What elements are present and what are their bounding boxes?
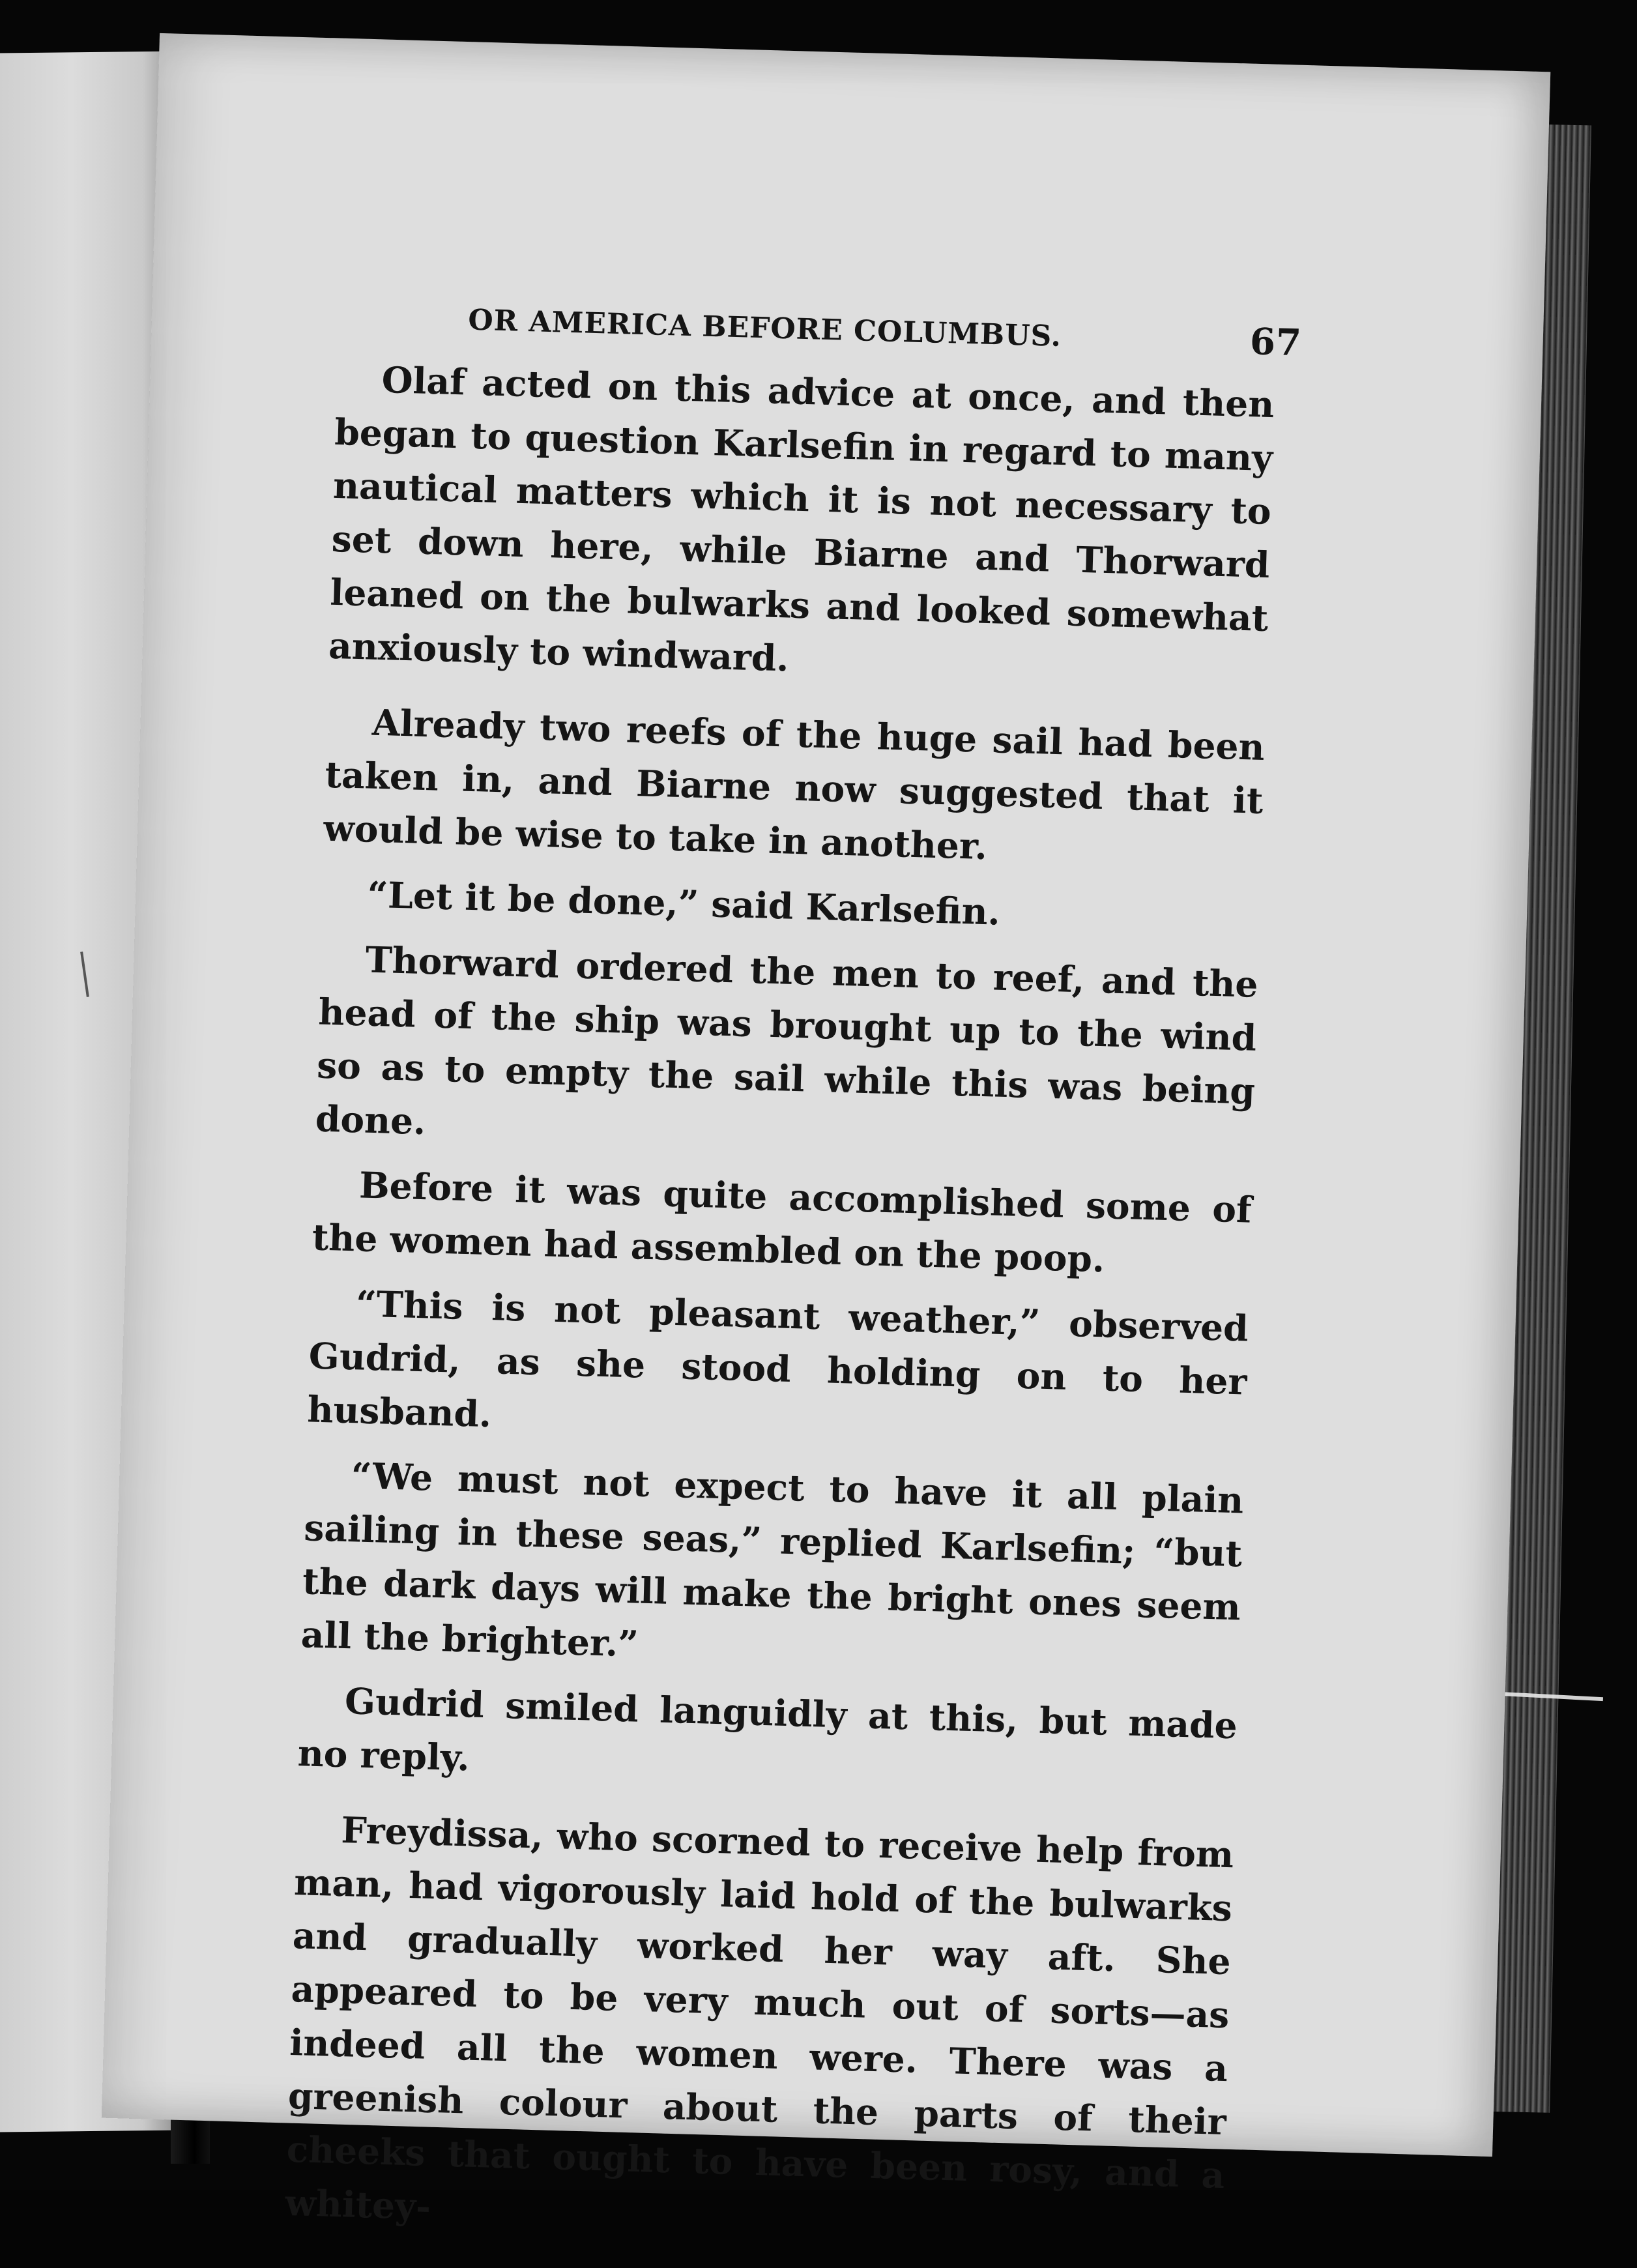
paragraph: Freydissa, who scorned to receive help from man, had vigorously laid hold of the bulwarks and gradually worked her way aft. She appeared to be very much out of sorts—as indeed all the women were. There was a greenish colour about the parts of their cheeks that ought to have been rosy, and a whitey- bbox=[284, 1809, 1234, 2228]
paragraph: Olaf acted on this advice at once, and then began to question Karlsefin in regard to many nautical matters which it is not necessary to set down here, while Biarne and Thorward leaned on the bulwarks and looked somewhat anxiously to windward. bbox=[328, 358, 1275, 680]
paragraph: Gudrid smiled languidly at this, but made no reply. bbox=[297, 1679, 1238, 1779]
paragraph: Before it was quite accomplished some of the women had assembled on the poop. bbox=[311, 1163, 1253, 1281]
paragraph: “We must not expect to have it all plain sailing in these seas,” replied Karlsefin; “but the dark days will make the bright ones seem all the brighter.” bbox=[300, 1454, 1245, 1665]
page-number: 67 bbox=[1249, 320, 1303, 365]
paragraph: Already two reefs of the huge sail had been taken in, and Biarne now suggested that it would be wise to take in another. bbox=[323, 701, 1266, 868]
paragraph: Thorward ordered the men to reef, and the head of the ship was brought up to the wind so as to empty the sail while this was being done. bbox=[315, 938, 1259, 1143]
running-title: OR AMERICA BEFORE COLUMBUS. bbox=[467, 303, 1062, 353]
paragraph: “This is not pleasant weather,” observed Gudrid, as she stood holding on to her husband. bbox=[306, 1282, 1249, 1436]
margin-mark bbox=[80, 952, 89, 997]
paragraph: “Let it be done,” said Karlsefin. bbox=[366, 873, 1001, 933]
page-text-block bbox=[284, 280, 1303, 2267]
